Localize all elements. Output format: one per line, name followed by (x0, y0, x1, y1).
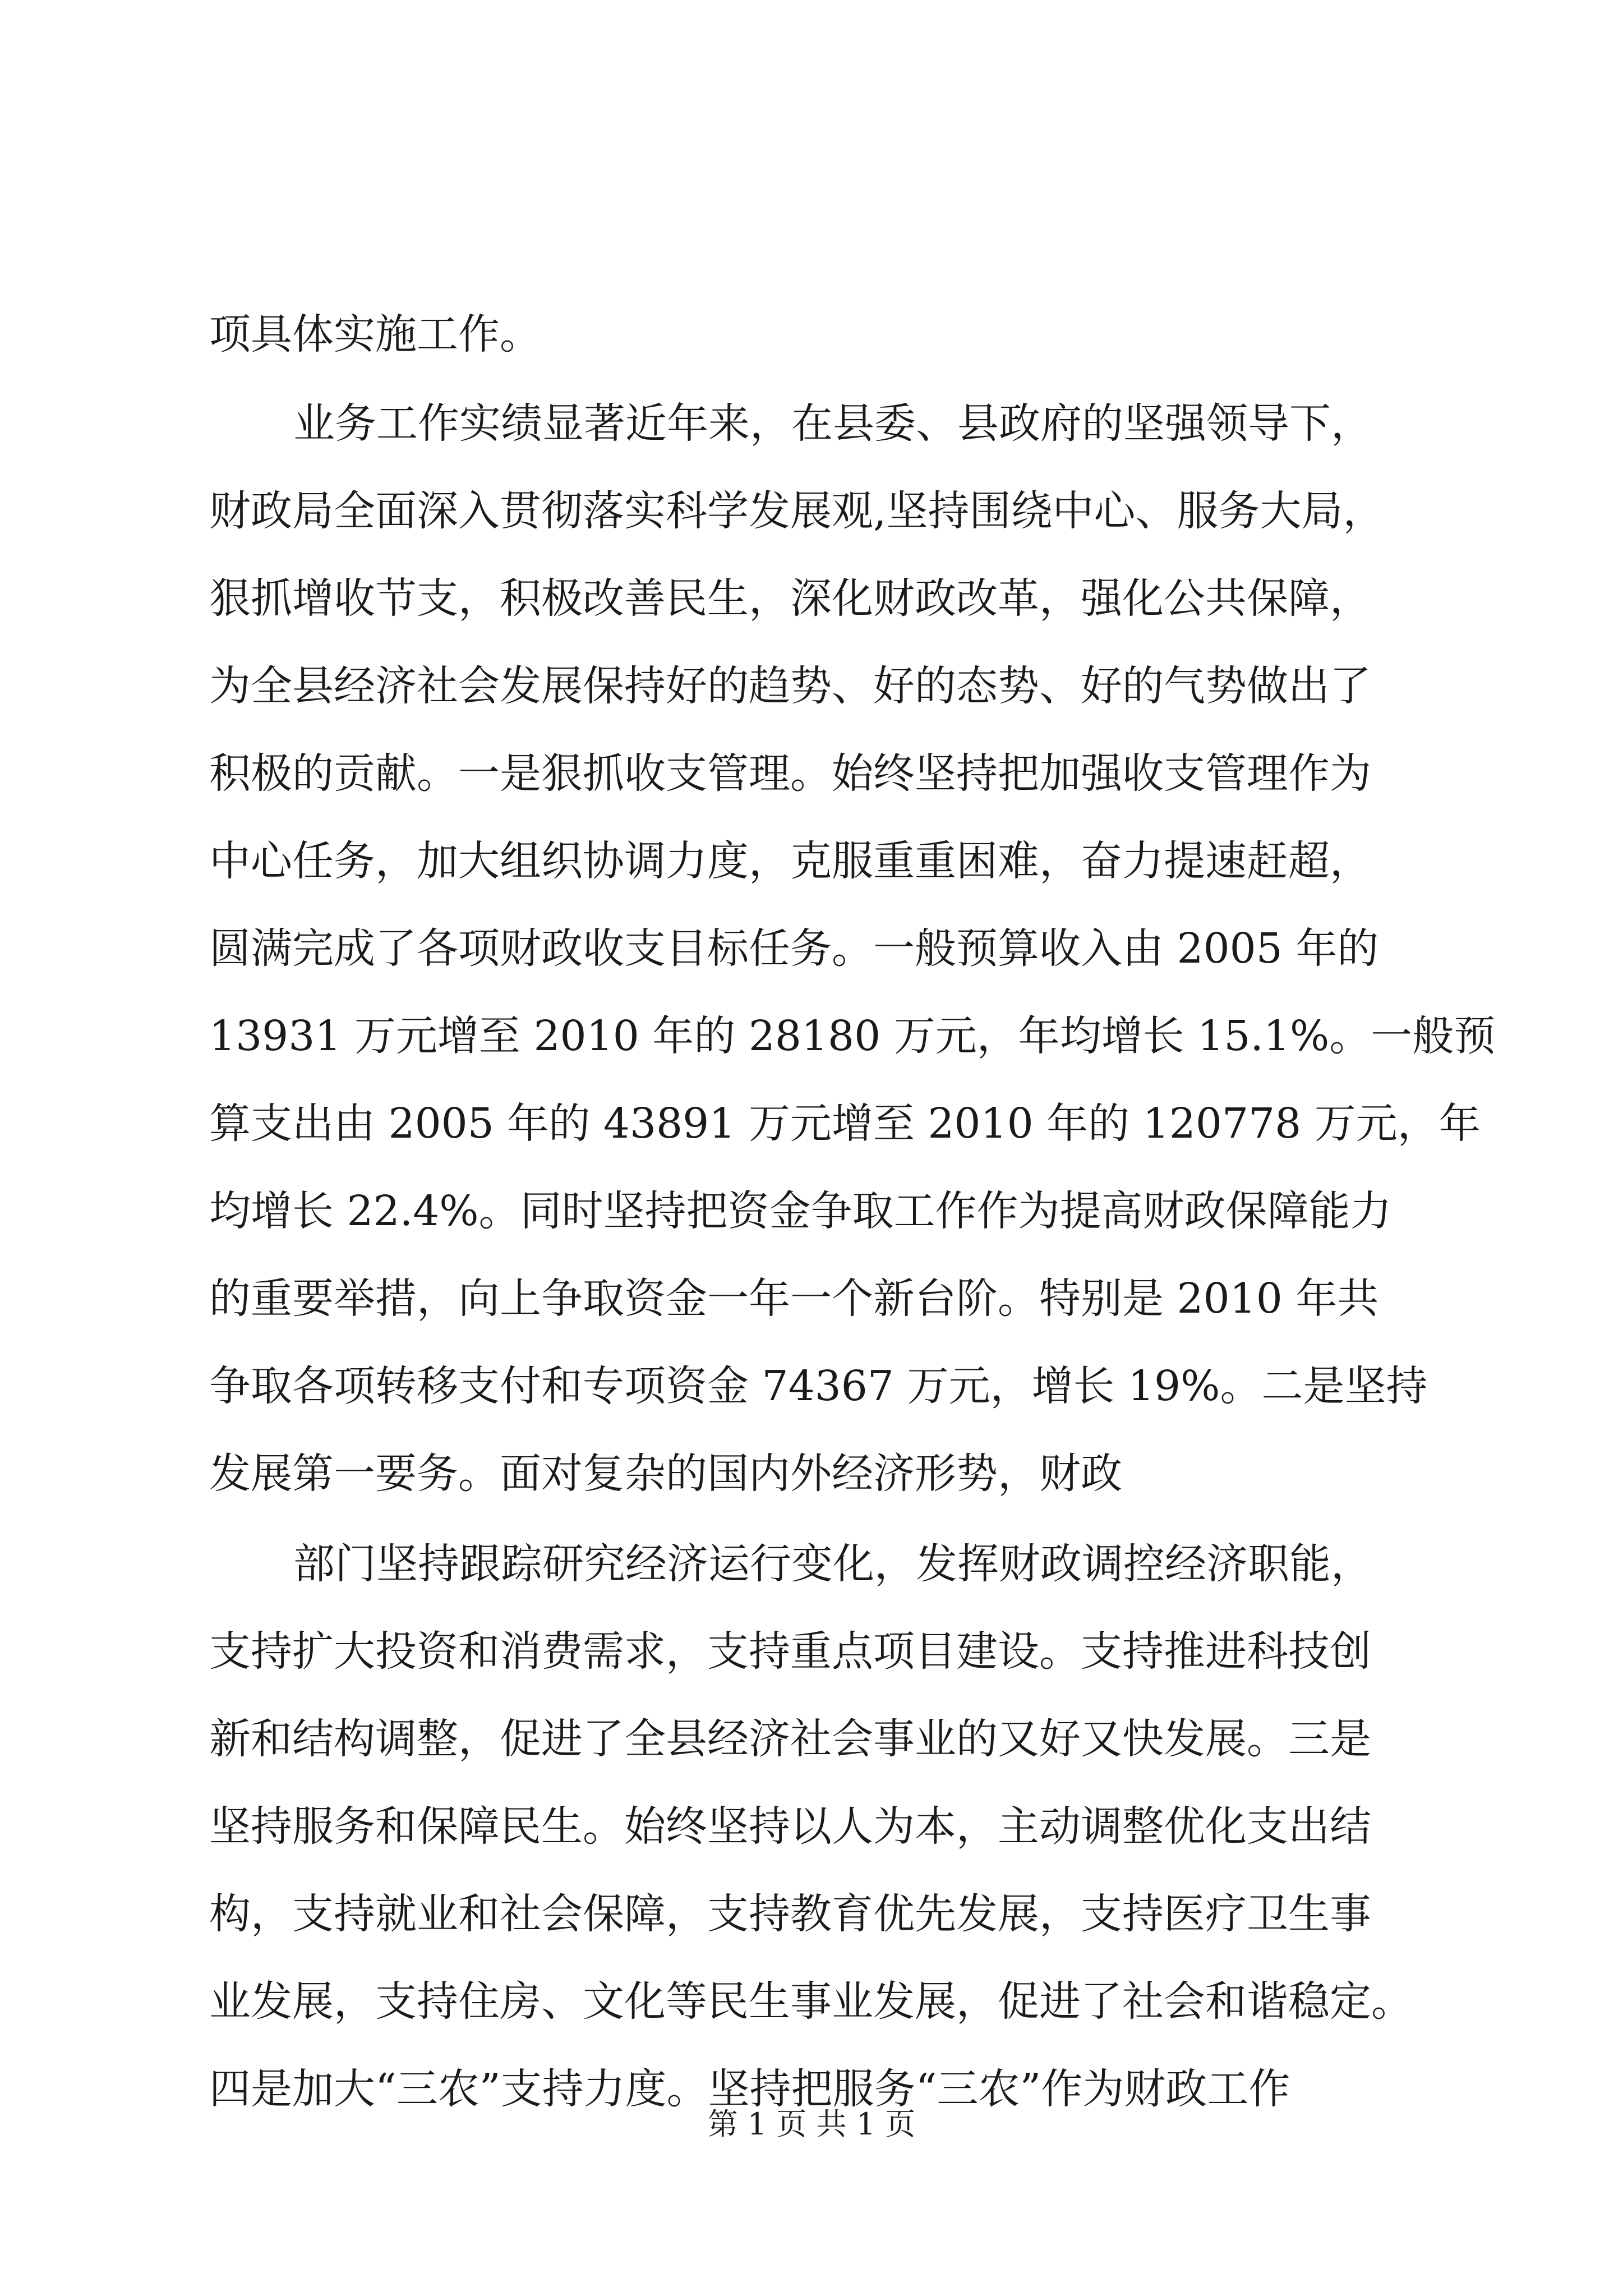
text-line: 为全县经济社会发展保持好的趋势、好的态势、好的气势做出了 (209, 662, 1371, 710)
text-line: 圆满完成了各项财政收支目标任务。一般预算收入由 2005 年的 (209, 924, 1379, 973)
text-line: 13931 万元增至 2010 年的 28180 万元，年均增长 15.1%。一般预 (209, 1012, 1496, 1060)
text-line: 新和结构调整，促进了全县经济社会事业的又好又快发展。三是 (209, 1715, 1371, 1763)
text-line: 四是加大“三农”支持力度。坚持把服务“三农”作为财政工作 (209, 2065, 1290, 2113)
text-line: 争取各项转移支付和专项资金 74367 万元，增长 19%。二是坚持 (209, 1362, 1428, 1410)
page-number-footer: 第 1 页 共 1 页 (707, 2106, 916, 2142)
text-line: 均增长 22.4%。同时坚持把资金争取工作作为提高财政保障能力 (209, 1187, 1392, 1235)
paragraph-first-line: 业务工作实绩显著近年来，在县委、县政府的坚强领导下， (293, 399, 1372, 448)
text-line: 支持扩大投资和消费需求，支持重点项目建设。支持推进科技创 (209, 1627, 1371, 1676)
text-line: 积极的贡献。一是狠抓收支管理。始终坚持把加强收支管理作为 (209, 749, 1371, 798)
text-line: 发展第一要务。面对复杂的国内外经济形势，财政 (209, 1450, 1122, 1498)
text-line: 构，支持就业和社会保障，支持教育优先发展，支持医疗卫生事 (209, 1890, 1371, 1938)
text-line: 项具体实施工作。 (209, 310, 541, 358)
text-line: 算支出由 2005 年的 43891 万元增至 2010 年的 120778 万元，年 (209, 1099, 1481, 1148)
text-line: 中心任务，加大组织协调力度，克服重重困难，奋力提速赶超， (209, 837, 1371, 885)
text-line: 的重要举措，向上争取资金一年一个新台阶。特别是 2010 年共 (209, 1274, 1379, 1323)
text-line: 业发展，支持住房、文化等民生事业发展，促进了社会和谐稳定。 (209, 1977, 1413, 2026)
paragraph-first-line: 部门坚持跟踪研究经济运行变化，发挥财政调控经济职能， (293, 1540, 1372, 1588)
text-line: 财政局全面深入贯彻落实科学发展观,坚持围绕中心、服务大局， (209, 487, 1385, 535)
text-line: 狠抓增收节支，积极改善民生，深化财政改革，强化公共保障， (209, 574, 1371, 623)
text-line: 坚持服务和保障民生。始终坚持以人为本，主动调整优化支出结 (209, 1802, 1371, 1851)
